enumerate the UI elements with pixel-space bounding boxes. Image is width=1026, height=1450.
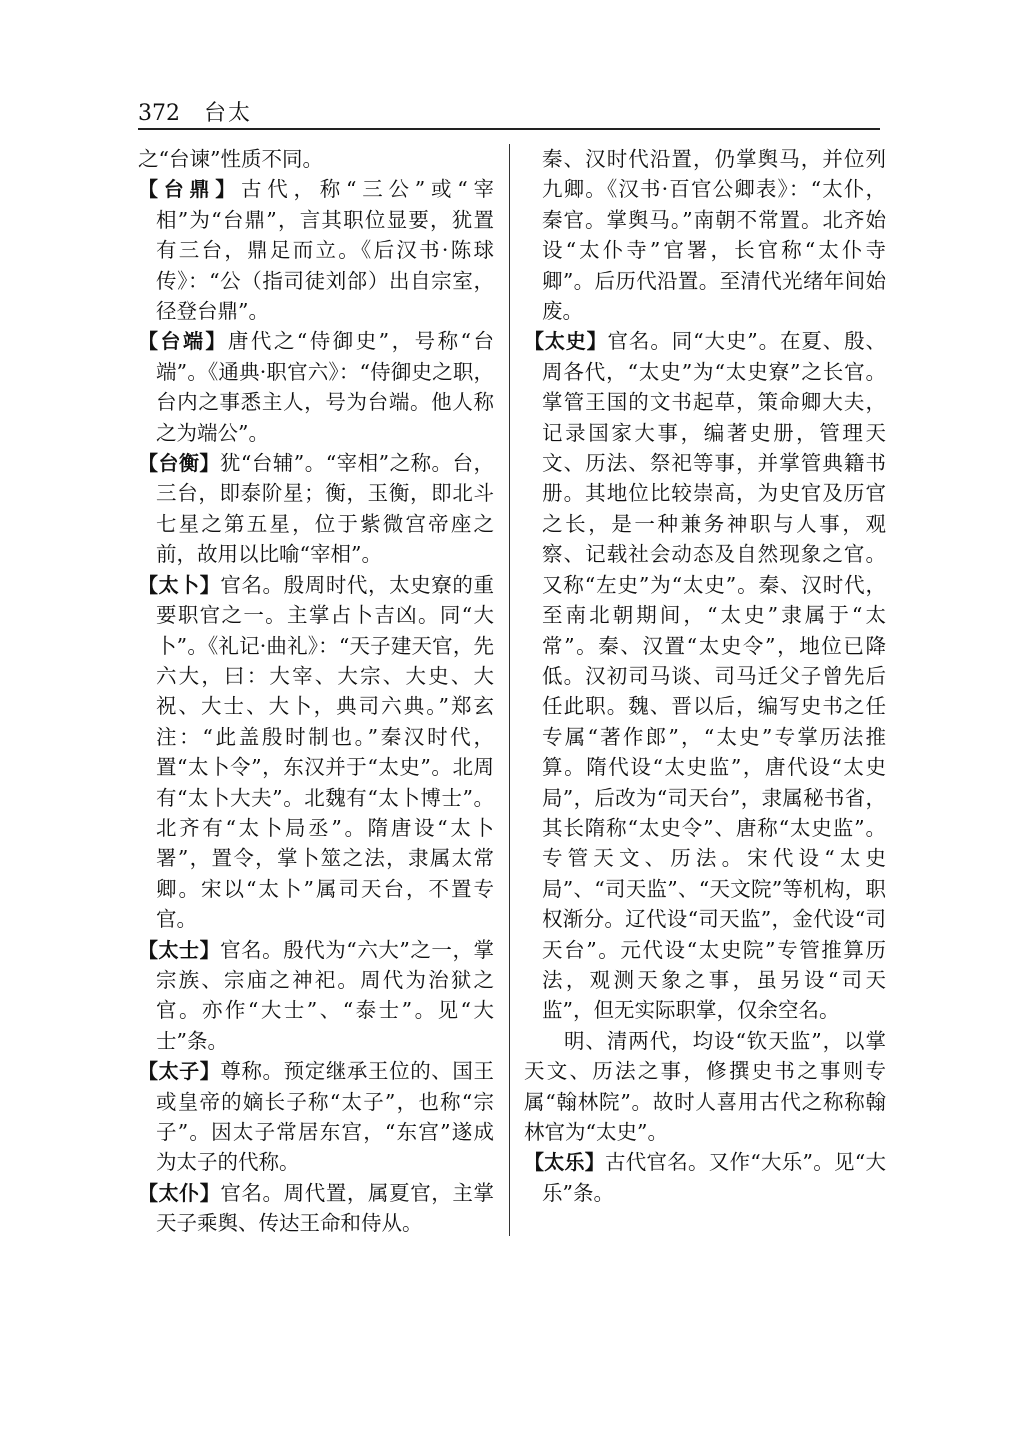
right-column: [524, 144, 886, 1208]
entry-text: 古代，称“三公”或“宰相”为“台鼎”，言其职位显要，犹置有三台，鼎足而立。《后汉书·陈球传》：“公（指司徒刘郃）出自宗室，径登台鼎”。: [156, 177, 494, 324]
headword: 【台衡】: [138, 451, 220, 476]
column-divider: [509, 144, 510, 1236]
page-number: 372: [138, 101, 180, 126]
entry-text: 唐代之“侍御史”，号称“台端”。《通典·职官六》：“侍御史之职，台内之事悉主人，号为台端。他人称之为端公”。: [156, 329, 494, 445]
entry-text: 官名。殷代为“六大”之一，掌宗族、宗庙之神祀。周代为治狱之官。亦作“大士”、“泰士”。见“大士”条。: [156, 937, 494, 1053]
headword: 【台鼎】: [138, 177, 242, 202]
headword: 【太史】: [524, 329, 608, 354]
headword: 【太乐】: [524, 1150, 606, 1175]
entry-continuation: 之“台谏”性质不同。: [138, 147, 323, 171]
entry-tai-pu: [138, 1178, 494, 1239]
page-header: [138, 96, 880, 130]
entry-continuation: 秦、汉时代沿置，仍掌舆马，并位列九卿。《汉书·百官公卿表》：“太仆，秦官。掌舆马。”南朝不常置。北齐始设“太仆寺”官署，长官称“太仆寺卿”。后历代沿置。至清代光绪年间始废。: [542, 147, 886, 324]
entry-tai-yue: [524, 1147, 886, 1208]
entry-text: 犹“台辅”。“宰相”之称。台，三台，即泰阶星；衡，玉衡，即北斗七星之第五星，位于紫微宫帝座之前，故用以比喻“宰相”。: [156, 451, 494, 567]
headword: 【太仆】: [138, 1180, 221, 1205]
entry-tai-zi: [138, 1056, 494, 1178]
headword: 【太子】: [138, 1059, 221, 1084]
entry-paragraph: 明、清两代，均设“钦天监”，以掌天文、历法之事，修撰史书之事则专属“翰林院”。故时人喜用古代之称称翰林官为“太史”。: [524, 1028, 886, 1144]
entry-tai-ding: [138, 174, 494, 326]
entry-text: 官名。殷周时代，太史寮的重要职官之一。主掌占卜吉凶。同“大卜”。《礼记·曲礼》：“天子建天官，先六大，曰：大宰、大宗、大史、大祝、大士、大卜，典司六典。”郑玄注：“此盖殷时制也。”秦汉时代，置“太卜令”，东汉并于“太史”。北周有“太卜大夫”。北魏有“太卜博士”。北齐有“太卜局丞”。隋唐设“太卜署”，置令，掌卜筮之法，隶属太常卿。宋以“太卜”属司天台，不置专官。: [156, 572, 494, 932]
entry-text: 古代官名。又作“大乐”。见“大乐”条。: [542, 1150, 886, 1205]
entry-tai-bu: [138, 570, 494, 935]
entry-tai-duan: [138, 326, 494, 448]
entry-text: 尊称。预定继承王位的、国王或皇帝的嫡长子称“太子”，也称“宗子”。因太子常居东宫，“东宫”遂成为太子的代称。: [156, 1059, 494, 1175]
headword: 【太卜】: [138, 572, 221, 597]
left-column: [138, 144, 494, 1239]
running-title: 台太: [204, 101, 253, 126]
entry-text: 官名。周代置，属夏官，主掌天子乘舆、传达王命和侍从。: [156, 1180, 494, 1236]
entry-text: 官名。同“大史”。在夏、殷、周各代，“太史”为“太史寮”之长官。掌管王国的文书起草，策命卿大夫，记录国家大事，编著史册，管理天文、历法、祭祀等事，并掌管典籍书册。其地位比较崇高，为史官及历官之长，是一种兼务神职与人事，观察、记载社会动态及自然现象之官。又称“左史”为“太史”。秦、汉时代，至南北朝期间，“太史”隶属于“太常”。秦、汉置“太史令”，地位已降低。汉初司马谈、司马迁父子曾先后任此职。魏、晋以后，编写史书之任专属“著作郎”，“太史”专掌历法推算。隋代设“太史监”，唐代设“太史局”，后改为“司天台”，隶属秘书省，其长隋称“太史令”、唐称“太史监”。专管天文、历法。宋代设“太史局”、“司天监”、“天文院”等机构，职权渐分。辽代设“司天监”，金代设“司天台”。元代设“太史院”专管推算历法，观测天象之事，虽另设“司天监”，但无实际职掌，仅余空名。: [542, 329, 887, 1023]
headword: 【台端】: [138, 329, 228, 354]
headword: 【太士】: [138, 937, 221, 962]
entry-tai-shi-scholar: [138, 935, 494, 1057]
entry-tai-heng: [138, 448, 494, 570]
entry-tai-shi-historian: [524, 326, 886, 1025]
